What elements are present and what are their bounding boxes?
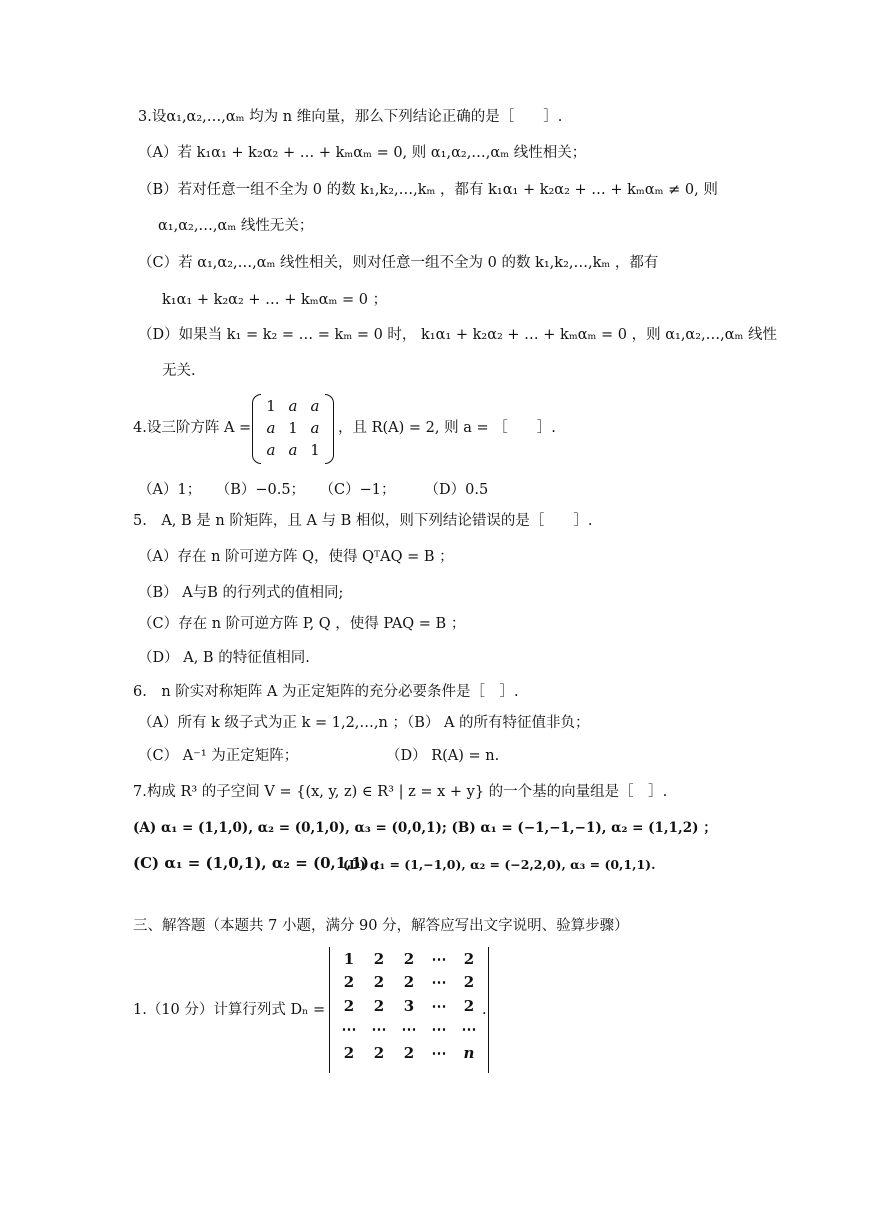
det-cell: 2 [403, 973, 415, 992]
det-cell: 2 [373, 973, 385, 992]
det-cell: 2 [373, 949, 385, 968]
det-cell: ⋯ [341, 1020, 357, 1039]
q6-option-c: （C） A⁻¹ 为正定矩阵； [138, 748, 299, 764]
det-cell: 2 [463, 973, 475, 992]
q3-option-b-line1: （B）若对任意一组不全为 0 的数 k₁,k₂,…,kₘ ，都有 k₁α₁ + k₂α₂ + … + kₘαₘ ≠ 0, 则 [138, 182, 718, 198]
q5-option-b: （B） A与B 的行列式的值相同; [138, 585, 344, 601]
q3-stem: 3.设α₁,α₂,…,αₘ 均为 n 维向量，那么下列结论正确的是［ ］. [138, 109, 563, 125]
q1-suffix: . [482, 1002, 487, 1018]
det-cell: 2 [463, 996, 475, 1015]
q5-option-c: （C）存在 n 阶可逆方阵 P, Q ，使得 PAQ = B ； [138, 616, 466, 632]
matrix-right-paren [325, 394, 334, 464]
determinant [329, 947, 489, 1073]
q5-option-a: （A）存在 n 阶可逆方阵 Q，使得 QᵀAQ = B ； [138, 549, 454, 565]
q3-option-c-line1: （C）若 α₁,α₂,…,αₘ 线性相关，则对任意一组不全为 0 的数 k₁,k₂,…,kₘ ，都有 [138, 255, 659, 271]
det-cell: 2 [463, 949, 475, 968]
matrix-row [260, 439, 326, 461]
det-cell: 2 [343, 1043, 355, 1062]
q3-option-a: （A）若 k₁α₁ + k₂α₂ + … + kₘαₘ = 0, 则 α₁,α₂,…,αₘ 线性相关； [138, 145, 587, 161]
det-cell: 2 [403, 949, 415, 968]
det-cell: ⋯ [371, 1020, 387, 1039]
q7-option-c: (C) α₁ = (1,0,1), α₂ = (0,1,1) ; [133, 854, 380, 872]
q3-option-d-line2: 无关. [162, 363, 196, 379]
det-cell: n [463, 1043, 475, 1062]
det-cell: 2 [343, 996, 355, 1015]
det-row [334, 1041, 484, 1065]
det-cell: ⋯ [431, 1043, 447, 1062]
det-cell: 2 [373, 996, 385, 1015]
q3-option-c-line2: k₁α₁ + k₂α₂ + … + kₘαₘ = 0 ； [162, 292, 388, 308]
matrix-cell: a [310, 419, 320, 437]
q1-prefix: 1.（10 分）计算行列式 Dₙ = [133, 1002, 326, 1018]
det-cell: 2 [373, 1043, 385, 1062]
det-cell: 2 [403, 1043, 415, 1062]
det-row [334, 947, 484, 971]
det-cell: ⋯ [401, 1020, 417, 1039]
det-cell: ⋯ [431, 1020, 447, 1039]
q4-suffix: ，且 R(A) = 2, 则 a = ［ ］. [338, 420, 556, 436]
matrix-row [260, 417, 326, 439]
q6-stem: 6. n 阶实对称矩阵 A 为正定矩阵的充分必要条件是［ ］. [133, 684, 519, 700]
matrix-cell: a [310, 397, 320, 415]
det-row [334, 994, 484, 1018]
det-cell: 1 [343, 949, 355, 968]
matrix-cell: 1 [266, 397, 276, 415]
q7-stem: 7.构成 R³ 的子空间 V = {(x, y, z) ∈ R³ | z = x + y} 的一个基的向量组是［ ］. [133, 784, 668, 800]
q7-options-ab: (A) α₁ = (1,1,0), α₂ = (0,1,0), α₃ = (0,0,1); (B) α₁ = (−1,−1,−1), α₂ = (1,1,2) ； [133, 820, 717, 836]
det-cell: 3 [403, 996, 415, 1015]
q3-option-d-line1: （D）如果当 k₁ = k₂ = … = kₘ = 0 时， k₁α₁ + k₂α₂ + … + kₘαₘ = 0 ，则 α₁,α₂,…,αₘ 线性 [138, 327, 778, 343]
matrix-cell: a [266, 419, 276, 437]
det-cell: ⋯ [431, 996, 447, 1015]
q3-option-b-line2: α₁,α₂,…,αₘ 线性无关； [158, 218, 314, 234]
det-cell: ⋯ [431, 949, 447, 968]
matrix-cell: a [288, 397, 298, 415]
q5-stem: 5. A, B 是 n 阶矩阵，且 A 与 B 相似，则下列结论错误的是［ ］. [133, 513, 593, 529]
det-cell: ⋯ [431, 973, 447, 992]
q6-option-d: （D） R(A) = n. [386, 748, 500, 764]
det-cell: 2 [343, 973, 355, 992]
det-cell: ⋯ [461, 1020, 477, 1039]
q5-option-d: （D） A, B 的特征值相同. [138, 650, 310, 666]
section-heading: 三、解答题（本题共 7 小题，满分 90 分，解答应写出文字说明、验算步骤） [133, 918, 629, 934]
matrix-cell: a [266, 441, 276, 459]
q4-matrix [252, 394, 334, 462]
matrix-cell: a [288, 441, 298, 459]
det-row [334, 1018, 484, 1042]
q6-options-ab: （A）所有 k 级子式为正 k = 1,2,…,n ；（B） A 的所有特征值非负； [138, 715, 590, 731]
q4-options: （A）1； （B）−0.5； （C）−1； （D）0.5 [138, 482, 489, 498]
det-row [334, 971, 484, 995]
matrix-cell: 1 [310, 441, 320, 459]
q4-prefix: 4.设三阶方阵 A = [133, 420, 252, 436]
q7-option-d: (D) α₁ = (1,−1,0), α₂ = (−2,2,0), α₃ = (0,1,1). [343, 857, 656, 872]
matrix-cell: 1 [288, 419, 298, 437]
matrix-row [260, 395, 326, 417]
